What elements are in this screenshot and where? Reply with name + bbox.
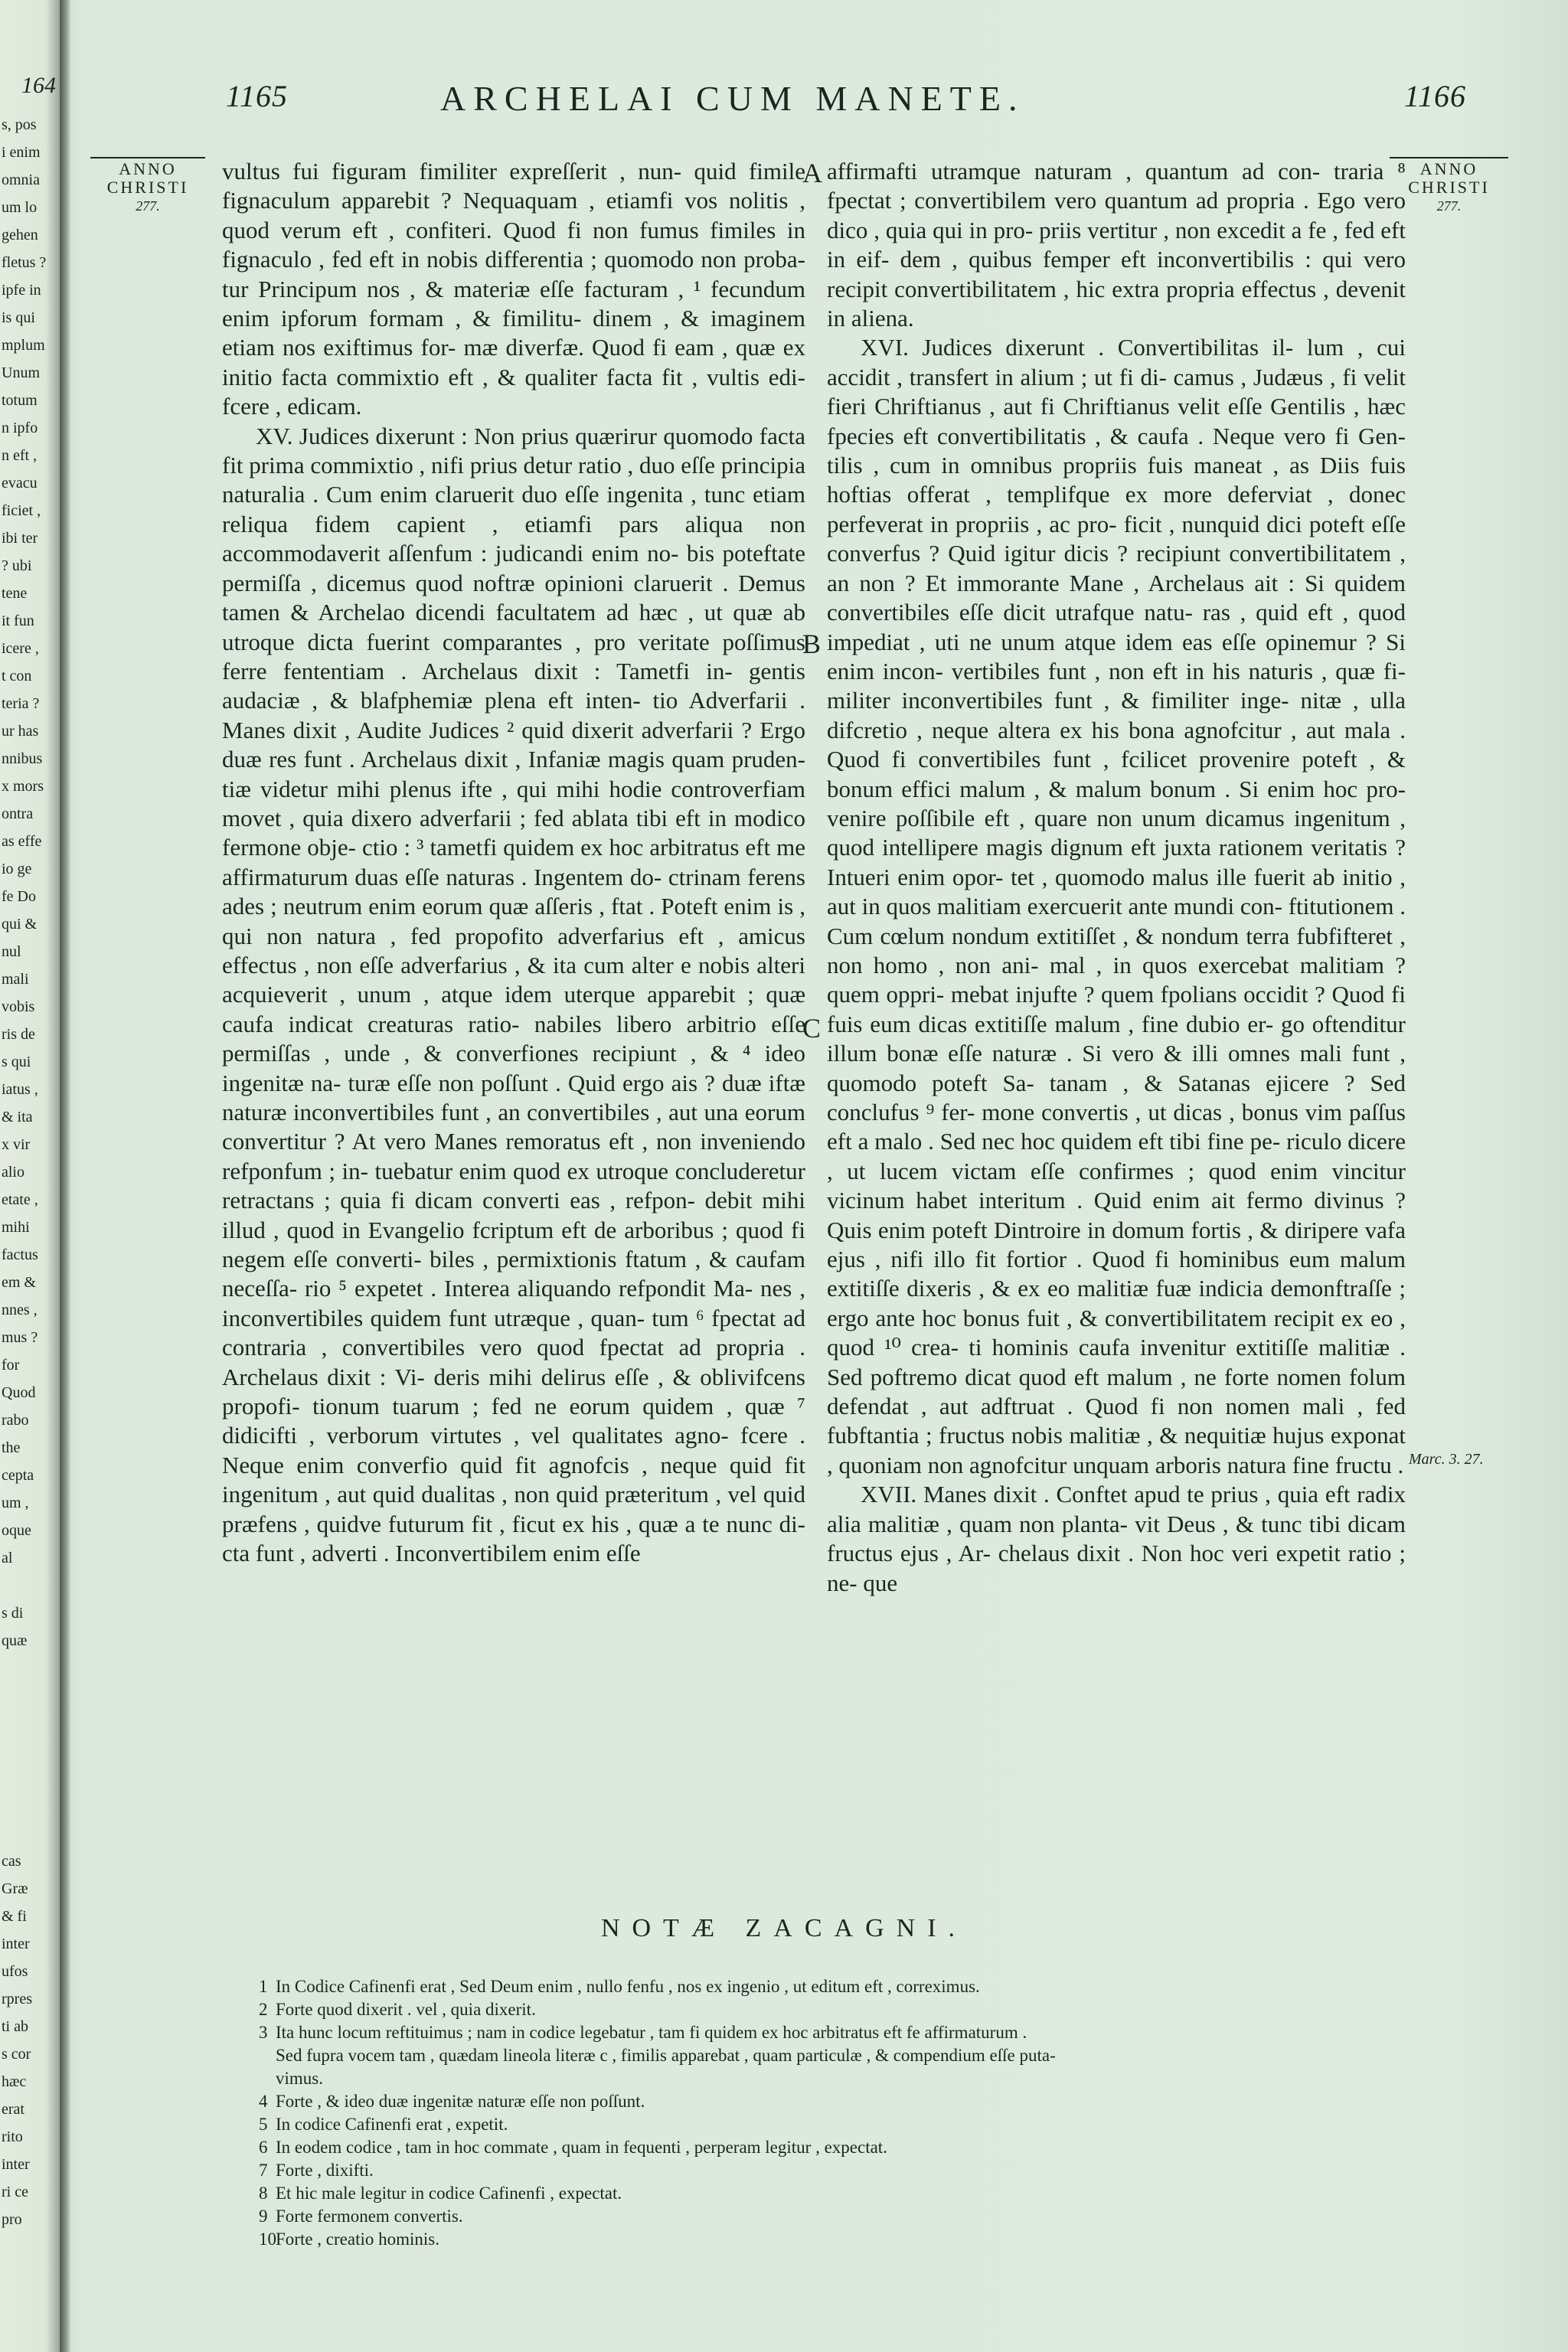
footnote bbox=[259, 2090, 1407, 2113]
left-page-fragment: teria ? bbox=[2, 695, 40, 712]
left-page-fragment: & fi bbox=[2, 1908, 27, 1925]
paragraph: affirmafti utramque naturam , quantum ad con- traria ⁸ fpectat ; convertibilem vero quantum ad propria . Ego vero dico , quia qui in pro- priis vertitur , non excedit a fe , fed eft in eif- dem , quibus femper eft inconvertibilis : qui vero recipit convertibilitatem , hic extra propria effectus , devenit in aliena. bbox=[827, 158, 1406, 332]
left-page-fragment: s, pos bbox=[2, 116, 37, 133]
left-page-fragment bbox=[2, 1792, 58, 1820]
footnote-number: 6 bbox=[259, 2138, 268, 2157]
left-page-fragment: nul bbox=[2, 943, 21, 960]
left-page-fragment: fletus ? bbox=[2, 254, 47, 271]
margin-letter-c: C bbox=[802, 1013, 822, 1044]
left-page-fragment bbox=[2, 1682, 58, 1710]
notes-title: NOTÆ ZACAGNI. bbox=[600, 1914, 968, 1942]
footnote bbox=[259, 1975, 1407, 1998]
left-page-fragment: ris de bbox=[2, 1026, 35, 1043]
page-number-right: 1166 bbox=[1403, 79, 1466, 113]
left-page-fragment: ufos bbox=[2, 1963, 28, 1980]
anno-christi-right bbox=[1390, 157, 1508, 215]
footnote-text: Forte fermonem convertis. bbox=[276, 2207, 463, 2226]
book-gutter bbox=[60, 0, 70, 2352]
running-title: ARCHELAI CUM MANETE. bbox=[440, 79, 1025, 118]
footnote-text: In Codice Cafinenfi erat , Sed Deum enim , nullo fenfu , nos ex ingenio , ut editum eft , correximus. bbox=[276, 1977, 980, 1996]
left-page-fragment bbox=[2, 1737, 58, 1765]
footnote-text: In codice Cafinenfi erat , expetit. bbox=[276, 2115, 508, 2134]
left-page-fragment: is qui bbox=[2, 309, 35, 326]
footnote-text: Forte , & ideo duæ ingenitæ naturæ eſſe non poſſunt. bbox=[276, 2092, 645, 2111]
left-page-fragment: oque bbox=[2, 1522, 31, 1539]
left-page-fragment: quæ bbox=[2, 1632, 28, 1649]
left-page-fragment: alio bbox=[2, 1164, 24, 1181]
anno-rule bbox=[1390, 157, 1508, 158]
footnote-text: Sed fupra vocem tam , quædam lineola literæ c , fimilis apparebat , quam particulæ , & compendium eſſe puta- bbox=[276, 2046, 1056, 2065]
right-column bbox=[827, 157, 1406, 1598]
left-page-fragment: rabo bbox=[2, 1412, 29, 1429]
footnote-number: 1 bbox=[259, 1977, 268, 1996]
left-page-fragment: ibi ter bbox=[2, 530, 38, 547]
left-page-fragment: hæc bbox=[2, 2073, 27, 2090]
left-page-number: 164 bbox=[21, 73, 56, 98]
left-page-fragment: ipfe in bbox=[2, 282, 41, 299]
left-page-fragment: Unum bbox=[2, 364, 40, 381]
christi-label: CHRISTI bbox=[1408, 178, 1490, 197]
left-page-fragment: totum bbox=[2, 392, 38, 409]
footnote-number: 9 bbox=[259, 2207, 268, 2226]
footnote bbox=[259, 2228, 1407, 2251]
left-page-fragment: n eft , bbox=[2, 447, 38, 464]
scripture-reference: Marc. 3. 27. bbox=[1409, 1451, 1484, 1468]
margin-letter-b: B bbox=[802, 629, 822, 659]
left-page-fragment: pro bbox=[2, 2211, 22, 2228]
footnotes bbox=[259, 1975, 1407, 2251]
left-page-fragment: gehen bbox=[2, 227, 38, 243]
footnote-number: 7 bbox=[259, 2161, 268, 2180]
left-page-fragment: iatus , bbox=[2, 1081, 38, 1098]
footnote-text: Forte quod dixerit . vel , quia dixerit. bbox=[276, 2000, 536, 2019]
footnote-number: 8 bbox=[259, 2184, 268, 2203]
left-page-fragment bbox=[2, 1820, 58, 1847]
left-page-fragment: Quod bbox=[2, 1384, 36, 1401]
footnote bbox=[259, 1998, 1407, 2021]
left-page-fragment: omnia bbox=[2, 172, 40, 188]
footnote-number: 3 bbox=[259, 2023, 268, 2042]
page-number-left: 1165 bbox=[226, 79, 289, 113]
footnote-text: vimus. bbox=[276, 2069, 323, 2088]
left-page-fragment: um lo bbox=[2, 199, 38, 216]
left-page-fragment: Græ bbox=[2, 1880, 28, 1897]
left-page-fragment: ur has bbox=[2, 723, 39, 740]
left-page-fragment: factus bbox=[2, 1246, 38, 1263]
paragraph-xvii: XVII. Manes dixit . Conftet apud te prius , quia eft radix alia malitiæ , quam non planta- vit Deus , & tunc tibi dicam fructus ejus , Ar- chelaus dixit . Non hoc veri expetit ratio ; ne- que bbox=[827, 1481, 1406, 1596]
footnote-text: Et hic male legitur in codice Cafinenfi , expectat. bbox=[276, 2184, 622, 2203]
anno-year: 277. bbox=[1436, 198, 1462, 214]
left-page-fragment: nnes , bbox=[2, 1302, 38, 1318]
left-page-fragment: em & bbox=[2, 1274, 36, 1291]
left-page-fragment: mus ? bbox=[2, 1329, 38, 1346]
left-page-fragment: rpres bbox=[2, 1991, 32, 2007]
anno-christi-left bbox=[90, 157, 205, 215]
left-page-fragment: as effe bbox=[2, 833, 42, 850]
footnote-text: Ita hunc locum reftituimus ; nam in codice legebatur , tam fi quidem ex hoc arbitratus eft fe affirmaturum . bbox=[276, 2023, 1027, 2042]
footnote bbox=[259, 2182, 1407, 2205]
left-page-fragment: qui & bbox=[2, 916, 38, 933]
margin-letter-a: A bbox=[802, 158, 822, 188]
left-page-fragment: ficiet , bbox=[2, 502, 41, 519]
paragraph-xvi: XVI. Judices dixerunt . Convertibilitas il- lum , cui accidit , transfert in alium ; ut fi di- camus , Judæus , fi velit fieri Chriftianus , aut fi Chriftianus velit eſſe Gentilis , hæc fpecies eft convertibilitatis , & caufa . Neque vero fi Gen- tilis , cum in omnibus propriis fuis maneat , as Diis fuis hoftias offerat , templifque ex more deferviat , donec perfeverat in propriis , ac pro- ficit , nunquid dici poteft eſſe converfus ? Quid igitur dicis ? recipiunt convertibilitatem , an non ? Et immorante Mane , Archelaus ait : Si quidem convertibiles eſſe dicit utrafque natu- ras , quid eft , quod impediat , uti ne unum atque idem eas eſſe opinemur ? Si enim incon- vertibiles funt , non eft in his naturis , quæ fi- militer inconvertibiles funt , & fimiliter inge- nitæ , ulla difcretio , neque altera ex his bona agnofcitur , aut mala . Quod fi convertibiles funt , fcilicet provenire poteft , & bonum effici malum , & malum bonum . Si enim hoc pro- venire poſſibile eft , quare non unum dicamus ingenitum , quod intellipere magis dignum eft juxta rationem veritatis ? Intueri enim opor- tet , quomodo malus ille fuerit ab initio , aut in quos malitiam exercuerit ante mundi con- ftitutionem . Cum cœlum nondum extitiſſet , & nondum terra fubfifteret , non homo , non ani- mal , in quos exercebat malitiam ? quem oppri- mebat injufte ? quem fpolians occidit ? Quod fi fuis eum dicas extitiſſe malum , fine dubio er- go oftenditur illum bonæ eſſe naturæ . Si vero & illi omnes mali funt , quomodo poteft Sa- tanam , & Satanas ejicere ? Sed conclufus ⁹ fer- mone convertis , ut dicas , bonus vim paſſus eft a malo . Sed nec hoc quidem eft tibi fine pe- riculo dicere , ut lucem victam eſſe confirmes ; quod enim vincitur vicinum habet interitum . Quid enim ait fermo divinus ? Quis enim poteft Dintroire in domum fortis , & diripere vafa ejus , nifi illo fit fortior . Quod fi hominibus eum malum extitiſſe dixeris , & ex eo malitiæ fuæ indicia demonftraſſe ; ergo ante hoc bonus fuit , & convertibilitatem recipit ex eo , quod ¹⁰ crea- ti hominis caufa invenitur extitiſſe malitiæ . Sed poftremo dicat quod eft malum , ne forte nomen folum defendat , aut adftruat . Quod fi non nomen mali , fed fubftantia ; fructus nobis malitiæ , & nequitiæ hujus exponat , quoniam non agnofcitur unquam arboris natura fine fructu . bbox=[827, 334, 1406, 1478]
christi-label: CHRISTI bbox=[106, 178, 189, 197]
left-page-fragment: n ipfo bbox=[2, 420, 38, 436]
anno-year: 277. bbox=[136, 198, 160, 214]
footnote bbox=[259, 2205, 1407, 2228]
left-page-fragment: erat bbox=[2, 2101, 24, 2118]
left-page-fragment: ti ab bbox=[2, 2018, 28, 2035]
left-page-fragment: s di bbox=[2, 1605, 24, 1622]
left-page-fragment: it fun bbox=[2, 612, 34, 629]
left-page-fragment: t con bbox=[2, 668, 32, 684]
left-page-fragment: inter bbox=[2, 2156, 30, 2173]
footnote bbox=[259, 2159, 1407, 2182]
anno-label: ANNO bbox=[119, 159, 177, 178]
left-page-fragment: mali bbox=[2, 971, 29, 988]
left-page-fragment: al bbox=[2, 1550, 13, 1566]
footnote bbox=[259, 2067, 1407, 2090]
footnote-text: Forte , dixifti. bbox=[276, 2161, 374, 2180]
footnote bbox=[259, 2021, 1407, 2044]
left-page-fragment: cas bbox=[2, 1853, 21, 1870]
left-page-fragment bbox=[2, 1710, 58, 1737]
left-page-fragment: & ita bbox=[2, 1109, 33, 1125]
footnote-number: 4 bbox=[259, 2092, 268, 2111]
page-header bbox=[226, 78, 1481, 132]
left-page-fragment: i enim bbox=[2, 144, 41, 161]
left-page-fragment: ri ce bbox=[2, 2184, 28, 2200]
anno-label: ANNO bbox=[1419, 159, 1478, 178]
left-page-fragment: for bbox=[2, 1357, 20, 1374]
left-page-fragment: um , bbox=[2, 1494, 29, 1511]
footnote bbox=[259, 2044, 1407, 2067]
left-page-fragment: ontra bbox=[2, 805, 34, 822]
footnote-number: 5 bbox=[259, 2115, 268, 2134]
left-page-fragment: mplum bbox=[2, 337, 45, 354]
left-page-fragment: io ge bbox=[2, 861, 32, 877]
left-page-fragment: cepta bbox=[2, 1467, 34, 1484]
left-page-edge bbox=[0, 0, 63, 2352]
left-page-fragment: s cor bbox=[2, 2046, 31, 2063]
footnote-text: Forte , creatio hominis. bbox=[276, 2230, 439, 2249]
footnote-text: In eodem codice , tam in hoc commate , quam in fequenti , perperam legitur , expectat. bbox=[276, 2138, 887, 2157]
left-page-fragment bbox=[2, 1572, 58, 1599]
paragraph-xv: XV. Judices dixerunt : Non prius quærirur quomodo facta fit prima commixtio , nifi prius detur ratio , duo eſſe principia naturalia . Cum enim claruerit duo eſſe ingenita , tunc etiam reliqua fidem capient , etiamfi pars aliqua non accommodaverit aſſenfum : judicandi enim no- bis poteftate permiſſa , dicemus quod noftræ opinioni claruerit . Demus tamen & Archelao dicendi facultatem ad hæc , ut quæ ab utroque dicta fuerint comparantes , pro veritate poſſimus ferre fententiam . Archelaus dixit : Tametfi in- gentis audaciæ , & blafphemiæ plena eft inten- tio Adverfarii . Manes dixit , Audite Judices ² quid dixerit adverfarii ? Ergo duæ res funt . Archelaus dixit , Infaniæ magis quam pruden- tiæ videtur mihi plenus ifte , qui mihi hodie controverfiam movet , quia dixero adverfarii ; fed ablata tibi eft in modico fermone obje- ctio : ³ tametfi quidem ex hoc arbitratus eft me affirmaturum duas eſſe naturas . Ingentem do- ctrinam ferens ades ; neutrum enim eorum quæ aſſeris , ftat . Poteft enim is , qui non natura , fed propofito adverfarius eft , amicus effectus , non eſſe adverfarius , & ita cum alter e nobis alteri acquieverit , unum , atque idem uterque apparebit ; quæ caufa indicat creaturas ratio- nabiles libero arbitrio eſſe permiſſas , unde , & converfiones recipiunt , & ⁴ ideo ingenitæ na- turæ eſſe non poſſunt . Quid ergo ais ? duæ iftæ naturæ inconvertibiles funt , an convertibiles , aut una eorum convertitur ? At vero Manes remoratus eft , non inveniendo refponfum ; in- tuebatur enim quod ex utroque concluderetur retractans ; quia fi dicam converti eas , refpon- debit mihi illud , quod in Evangelio fcriptum eft de arboribus ; quod fi negem eſſe converti- biles , permixtionis ftatum , & caufam neceſſa- rio ⁵ expetet . Interea aliquando refpondit Ma- nes , inconvertibiles quidem funt utræque , quan- tum ⁶ fpectat ad contraria , convertibiles vero quod fpectat ad propria . Archelaus dixit : Vi- deris mihi delirus eſſe , & oblivifcens propofi- tionum tuarum ; fed ne eorum quidem , quæ ⁷ didicifti , verborum virtutes , vel qualitates agno- fcere . Neque enim converfio quid fit agnofcis , neque quid fit ingenitum , aut quid dualitas , non quid præteritum , vel quid præfens , quidve futurum fit , ficut ex his , quæ a te nunc di- cta funt , adverti . Inconvertibilem enim eſſe bbox=[222, 422, 805, 1567]
left-column bbox=[222, 157, 805, 1569]
left-page-fragment: s qui bbox=[2, 1054, 31, 1070]
left-page-fragment: x vir bbox=[2, 1136, 31, 1153]
left-page-fragment bbox=[2, 1765, 58, 1792]
left-page-fragment: evacu bbox=[2, 475, 38, 492]
left-page-fragment: mihi bbox=[2, 1219, 30, 1236]
left-page-fragment: nnibus bbox=[2, 750, 43, 767]
left-page-fragment bbox=[2, 1655, 58, 1682]
left-page-fragment: the bbox=[2, 1439, 21, 1456]
anno-rule bbox=[90, 157, 205, 158]
left-page-fragment: vobis bbox=[2, 998, 35, 1015]
left-page-fragment: rito bbox=[2, 2128, 23, 2145]
left-page-fragment: etate , bbox=[2, 1191, 38, 1208]
left-page-fragment: fe Do bbox=[2, 888, 36, 905]
footnote-number: 2 bbox=[259, 2000, 268, 2019]
left-page-fragment: tene bbox=[2, 585, 28, 602]
footnote bbox=[259, 2136, 1407, 2159]
left-page-fragment: ? ubi bbox=[2, 557, 32, 574]
left-page-fragment: icere , bbox=[2, 640, 39, 657]
footnote bbox=[259, 2113, 1407, 2136]
footnote-number: 10 bbox=[259, 2230, 276, 2249]
left-page-fragment: inter bbox=[2, 1936, 30, 1952]
paragraph: vultus fui figuram fimiliter expreſſerit , nun- quid fimile fignaculum apparebit ? Nequaquam , etiamfi vos nolitis , quod verum eft , confiteri. Quod fi non fumus fimiles in fignaculo , fed eft in nobis differentia ; quomodo non proba- tur Principum nos , & materiæ eſſe facturam , ¹ fecundum enim ipforum formam , & fimilitu- dinem , & imaginem etiam nos exiftimus for- mæ diverfæ. Quod fi eam , quæ ex initio facta commixtio eft , & qualiter facta fit , vultis edi- fcere , edicam. bbox=[222, 158, 805, 420]
left-page-fragment: x mors bbox=[2, 778, 44, 795]
